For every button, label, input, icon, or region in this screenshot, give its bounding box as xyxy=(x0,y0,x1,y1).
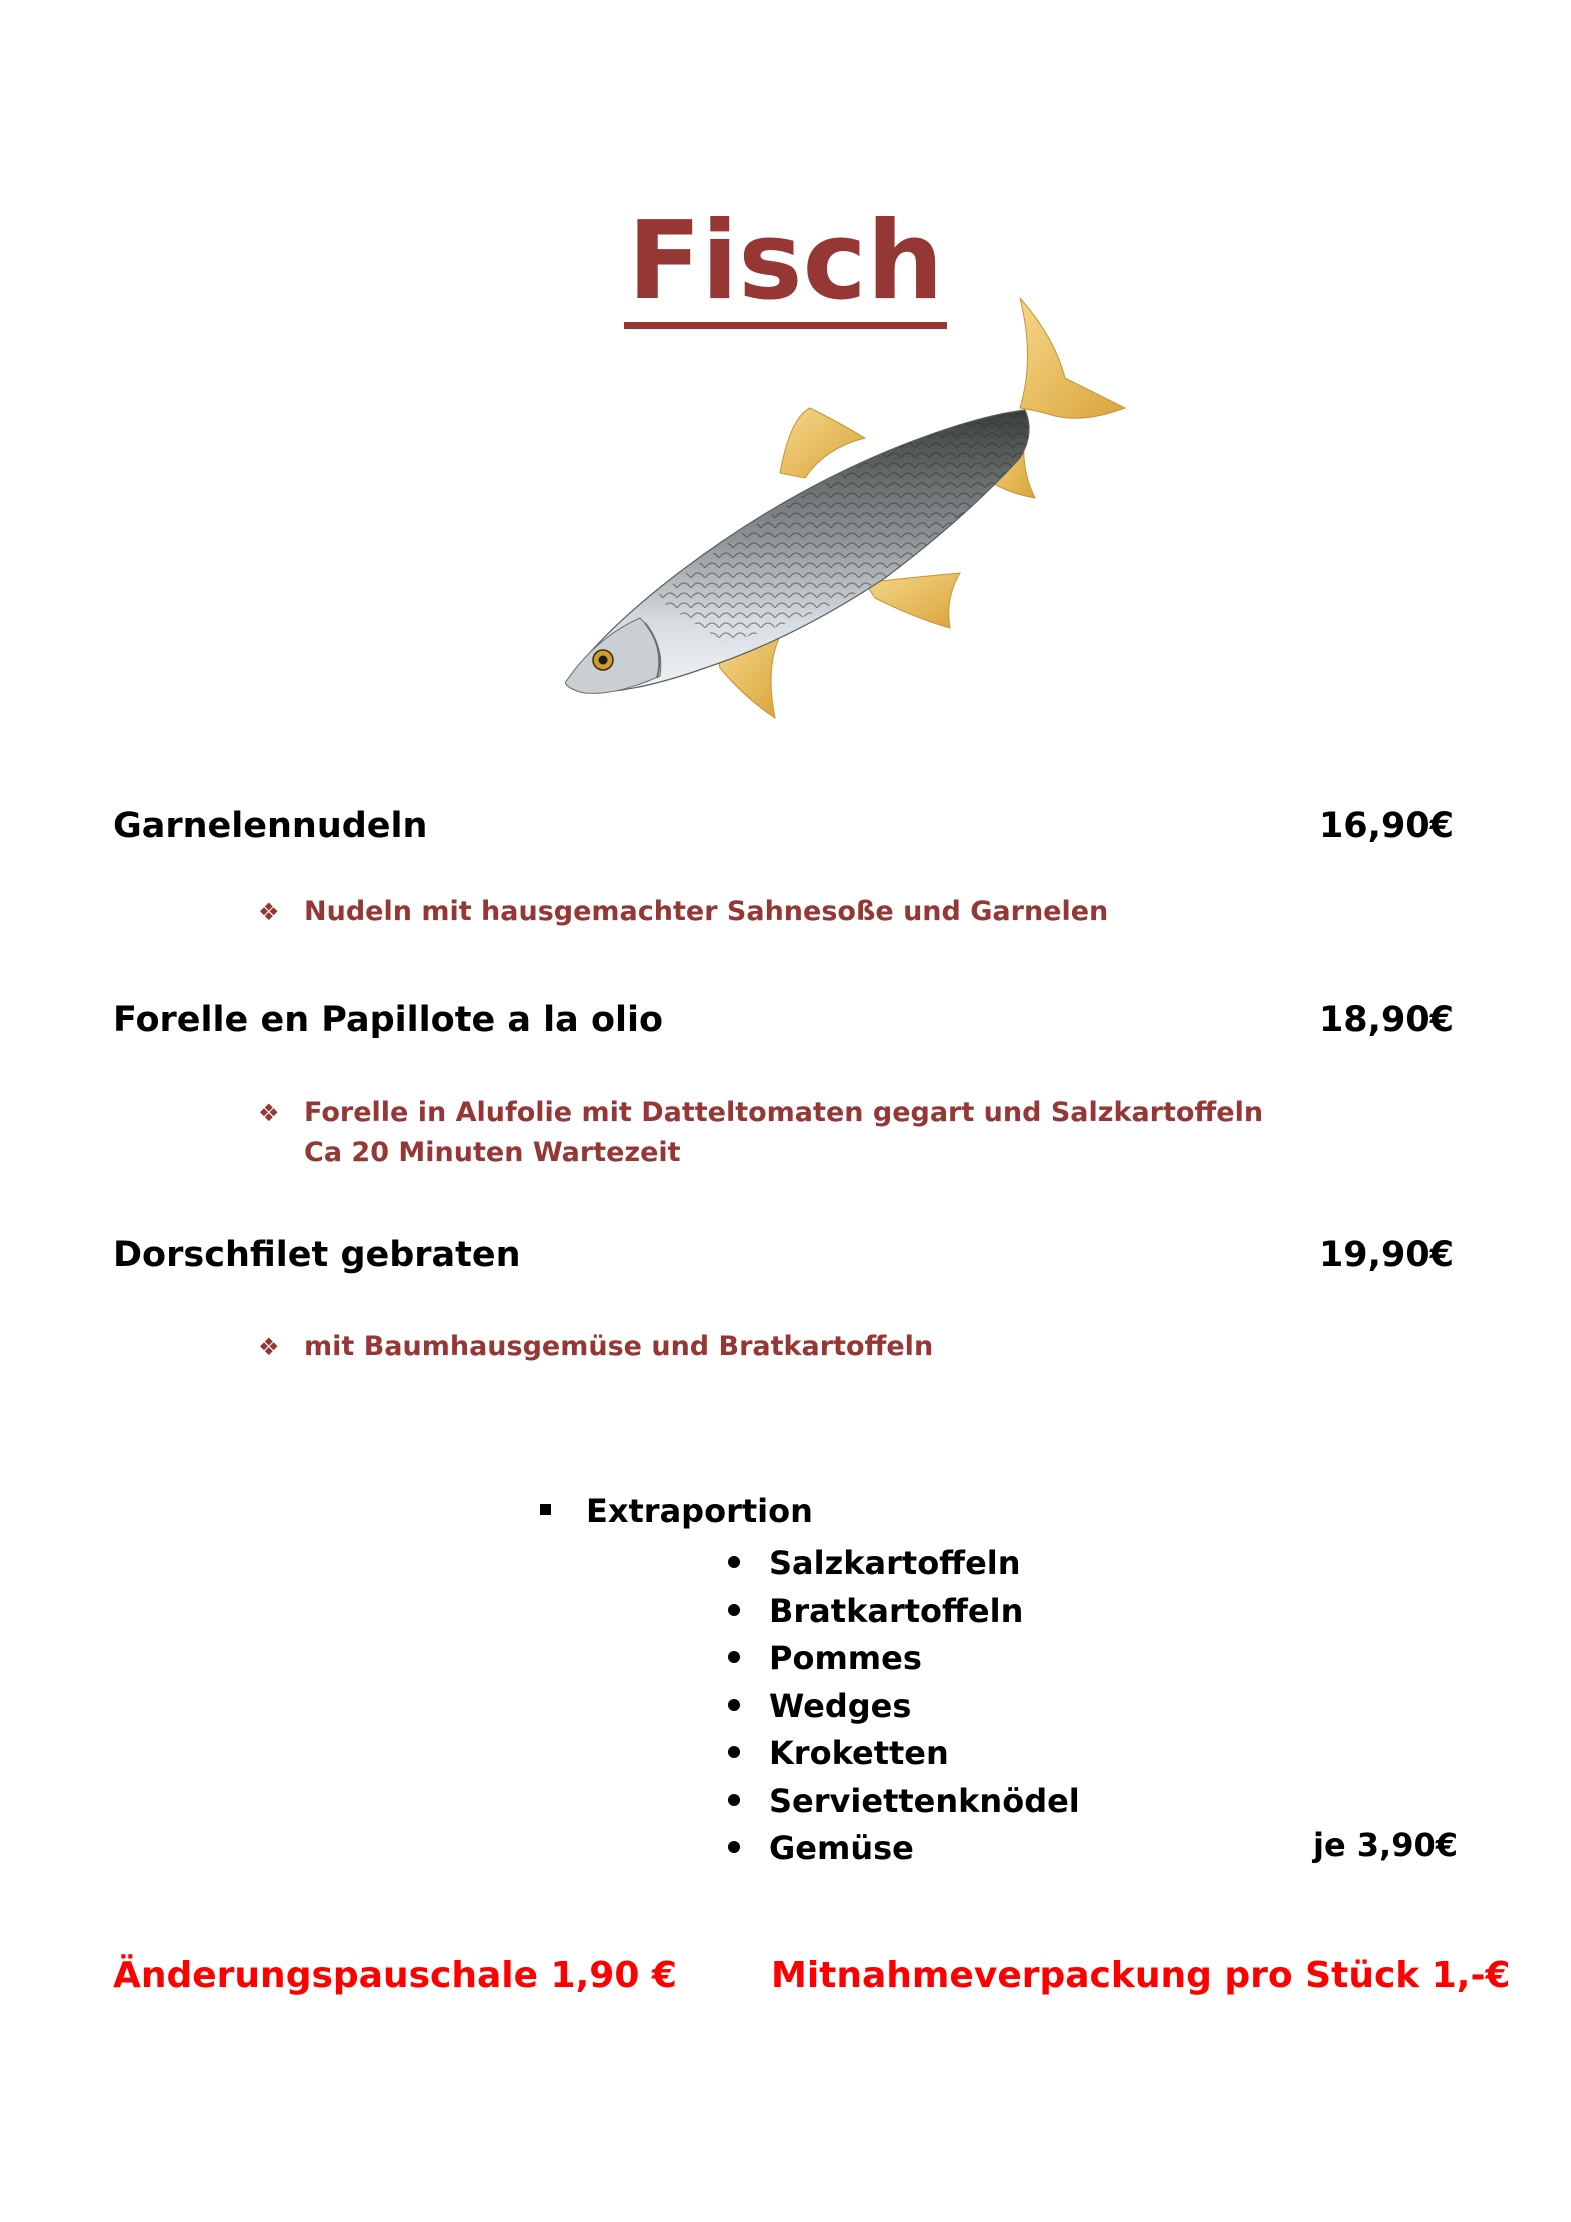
dish-description xyxy=(258,1327,933,1367)
description-line: Ca 20 Minuten Wartezeit xyxy=(304,1137,681,1168)
dish-description xyxy=(258,1093,1263,1173)
extras-price: je 3,90€ xyxy=(1312,1826,1458,1864)
extra-item-label: Salzkartoffeln xyxy=(769,1544,1021,1582)
extra-item-label: Kroketten xyxy=(769,1734,949,1772)
description-line: mit Baumhausgemüse und Bratkartoffeln xyxy=(304,1331,934,1362)
extra-item-label: Bratkartoffeln xyxy=(769,1591,1024,1630)
dish-price-garnelennudeln: 16,90€ xyxy=(1318,806,1454,846)
extra-item-label: Pommes xyxy=(769,1639,922,1677)
fish-illustration xyxy=(565,298,1135,738)
extra-item-label: Wedges xyxy=(769,1686,912,1725)
dot-bullet-icon xyxy=(728,1841,740,1853)
diamond-bullet-icon: ❖ xyxy=(258,1333,280,1361)
extras-heading-text: Extraportion xyxy=(586,1492,813,1530)
dish-name-garnelennudeln: Garnelennudeln xyxy=(113,806,428,846)
list-item xyxy=(728,1683,1080,1731)
dot-bullet-icon xyxy=(728,1556,740,1568)
dot-bullet-icon xyxy=(728,1746,740,1758)
takeaway-fee: Mitnahmeverpackung pro Stück 1,-€ xyxy=(771,1955,1511,1996)
diamond-bullet-icon: ❖ xyxy=(258,1099,280,1127)
list-item xyxy=(728,1588,1080,1636)
dish-price-dorschfilet: 19,90€ xyxy=(1318,1235,1454,1275)
extras-heading xyxy=(540,1492,813,1530)
page-title-text: Fisch xyxy=(624,203,948,329)
list-item xyxy=(728,1635,1080,1683)
list-item xyxy=(728,1778,1080,1826)
dish-price-forelle: 18,90€ xyxy=(1318,1000,1454,1040)
extra-item-label: Gemüse xyxy=(769,1829,914,1867)
extras-list xyxy=(728,1540,1080,1873)
list-item xyxy=(728,1825,1080,1873)
list-item xyxy=(728,1540,1080,1588)
dish-name-forelle: Forelle en Papillote a la olio xyxy=(113,1000,664,1040)
list-item xyxy=(728,1730,1080,1778)
dish-name-dorschfilet: Dorschfilet gebraten xyxy=(113,1235,521,1275)
description-line: Nudeln mit hausgemachter Sahnesoße und Garnelen xyxy=(304,896,1109,927)
extra-item-label: Serviettenknödel xyxy=(769,1781,1080,1820)
dot-bullet-icon xyxy=(728,1651,740,1663)
dish-description xyxy=(258,892,1108,932)
description-line: Forelle in Alufolie mit Datteltomaten gegart und Salzkartoffeln xyxy=(304,1097,1264,1128)
square-bullet-icon xyxy=(540,1504,551,1515)
dot-bullet-icon xyxy=(728,1604,740,1616)
diamond-bullet-icon: ❖ xyxy=(258,898,280,926)
dot-bullet-icon xyxy=(728,1794,740,1806)
dot-bullet-icon xyxy=(728,1699,740,1711)
change-fee: Änderungspauschale 1,90 € xyxy=(113,1955,677,1996)
